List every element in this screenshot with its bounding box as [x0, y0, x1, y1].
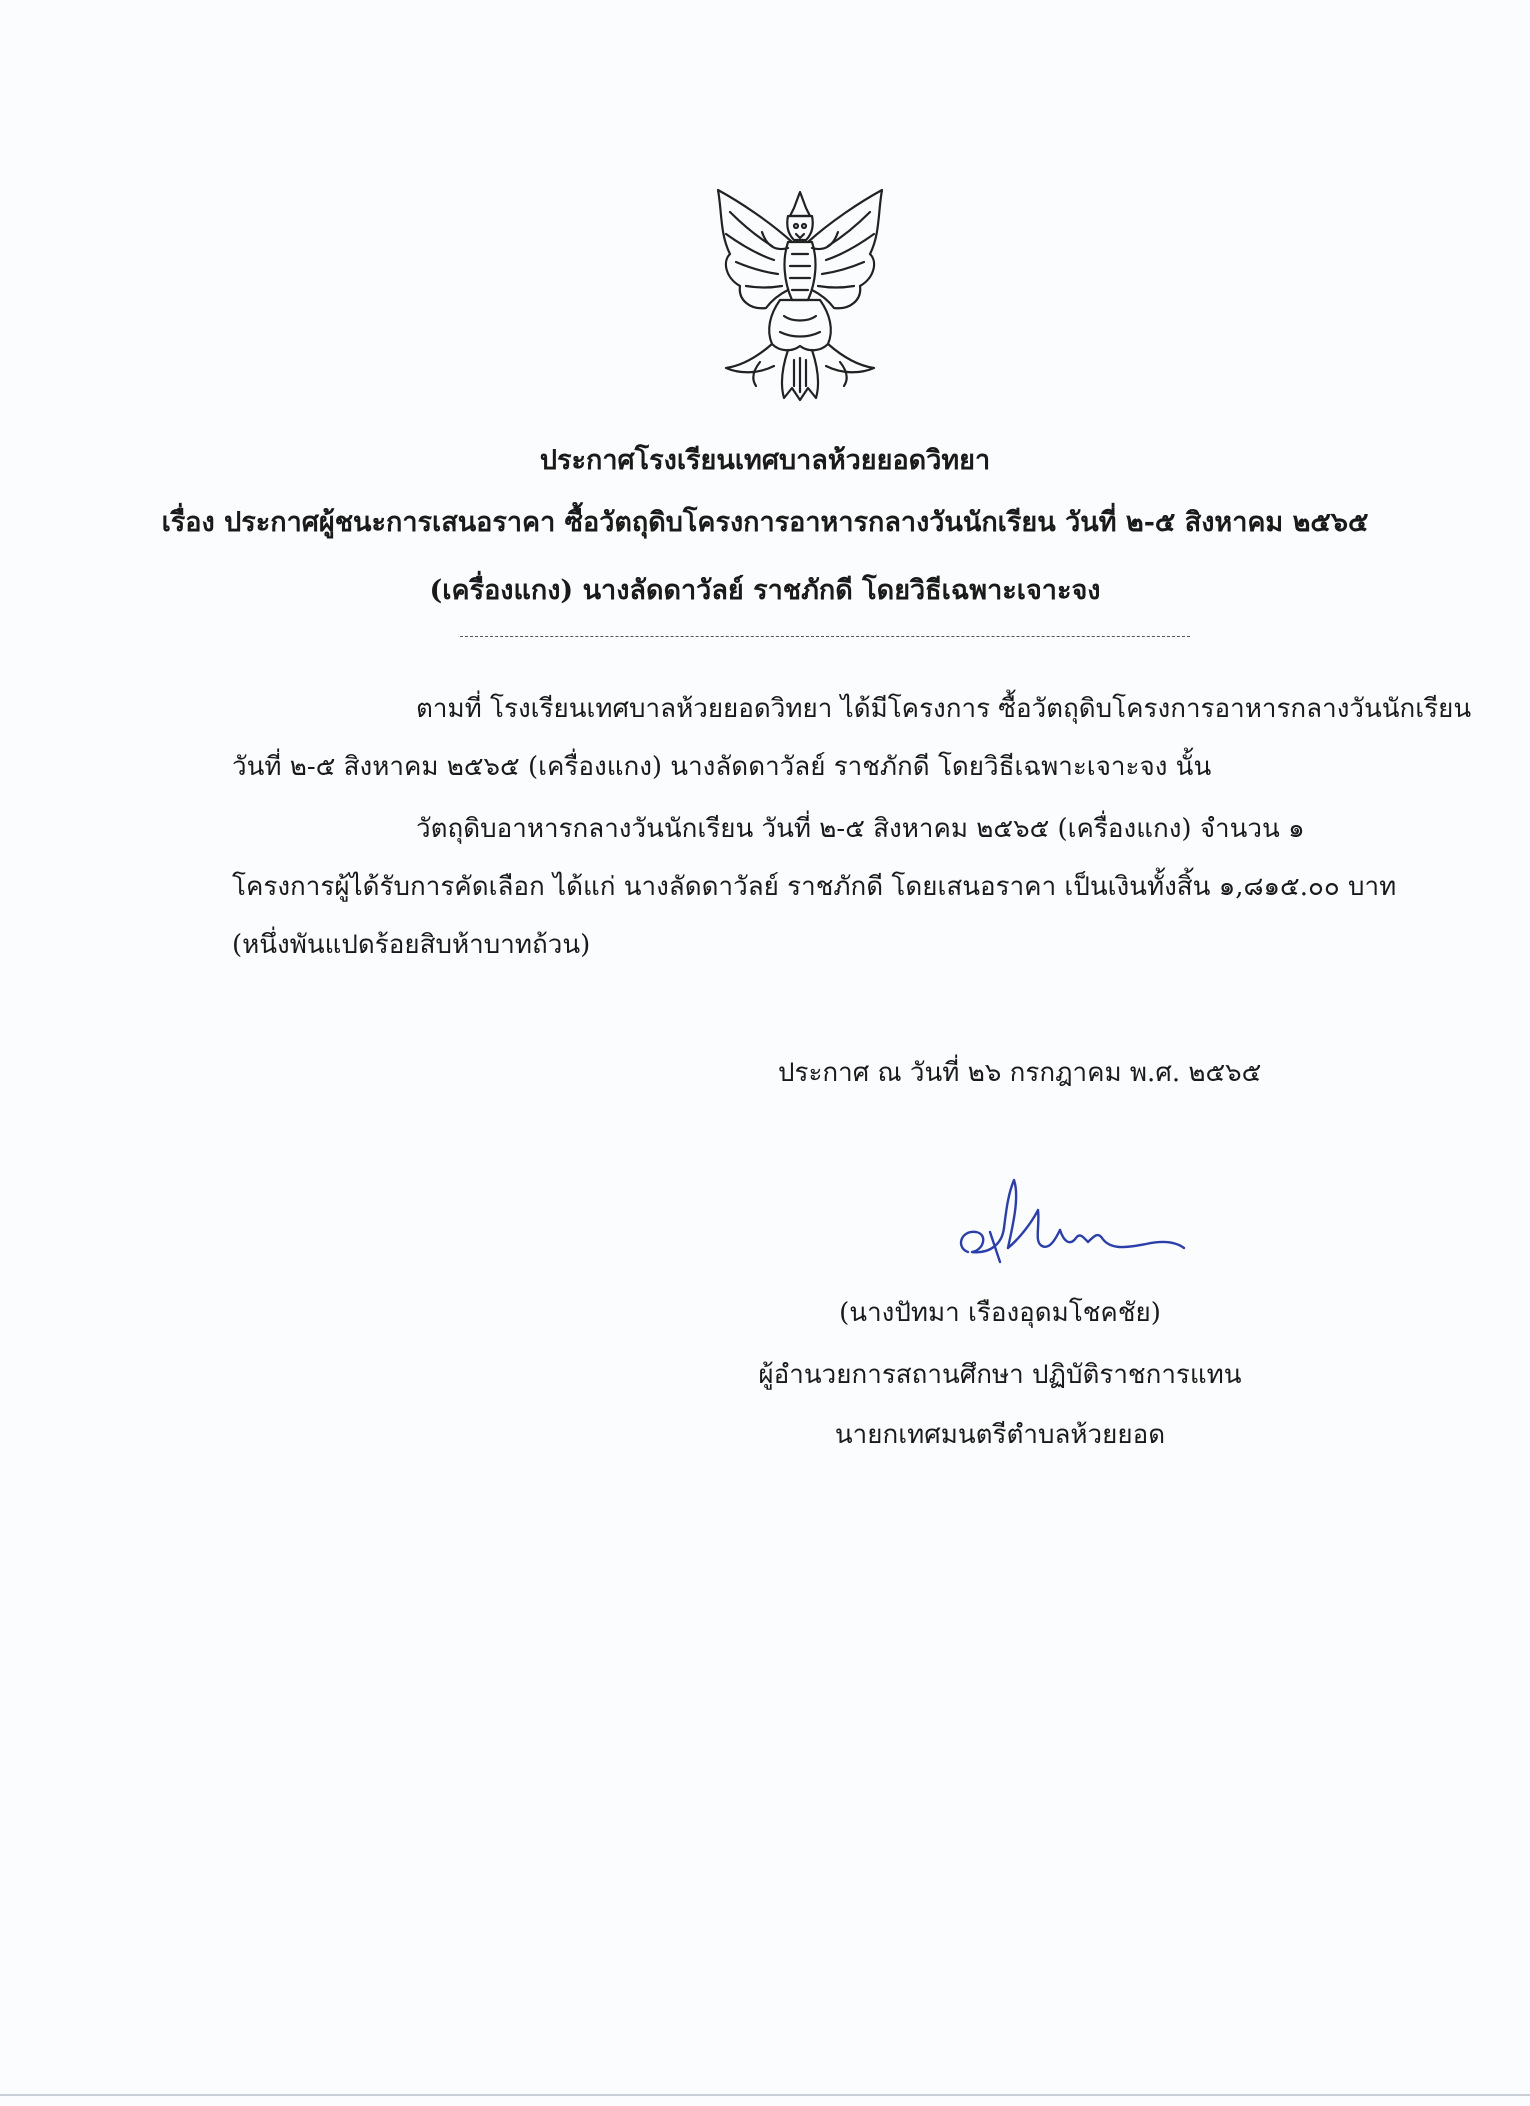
body-paragraph-line-1: ตามที่ โรงเรียนเทศบาลห้วยยอดวิทยา ได้มีโครงการ ซื้อวัตถุดิบโครงการอาหารกลางวันนักเรียน: [416, 694, 1472, 724]
page-bottom-edge: [0, 2094, 1530, 2096]
signatory-position: ผู้อำนวยการสถานศึกษา ปฏิบัติราชการแทน: [758, 1360, 1242, 1390]
body-paragraph-line-3: วัตถุดิบอาหารกลางวันนักเรียน วันที่ ๒-๕ สิงหาคม ๒๕๖๕ (เครื่องแกง) จำนวน ๑: [416, 814, 1305, 844]
body-paragraph-line-5: (หนึ่งพันแปดร้อยสิบห้าบาทถ้วน): [232, 930, 591, 960]
garuda-emblem-icon: [700, 182, 900, 404]
signatory-position-secondary: นายกเทศมนตรีตำบลห้วยยอด: [834, 1420, 1166, 1450]
signatory-name: (นางปัทมา เรืองอุดมโชคชัย): [839, 1298, 1161, 1328]
body-paragraph-line-2: วันที่ ๒-๕ สิงหาคม ๒๕๖๕ (เครื่องแกง) นางลัดดาวัลย์ ราชภักดี โดยวิธีเฉพาะเจาะจง นั้น: [232, 752, 1212, 782]
announcement-title: ประกาศโรงเรียนเทศบาลห้วยยอดวิทยา: [539, 445, 991, 476]
announcement-date: ประกาศ ณ วันที่ ๒๖ กรกฎาคม พ.ศ. ๒๕๖๕: [778, 1058, 1262, 1088]
body-paragraph-line-4: โครงการผู้ได้รับการคัดเลือก ได้แก่ นางลัดดาวัลย์ ราชภักดี โดยเสนอราคา เป็นเงินทั้งสิ้น ๑,๘๑๕.๐๐ บาท: [232, 872, 1397, 902]
announcement-subject-continued: (เครื่องแกง) นางลัดดาวัลย์ ราชภักดี โดยวิธีเฉพาะเจาะจง: [429, 575, 1101, 606]
announcement-subject: เรื่อง ประกาศผู้ชนะการเสนอราคา ซื้อวัตถุดิบโครงการอาหารกลางวันนักเรียน วันที่ ๒-๕ สิงหาคม ๒๕๖๕: [161, 507, 1369, 538]
handwritten-signature: [950, 1172, 1190, 1282]
separator-line: [460, 636, 1190, 637]
